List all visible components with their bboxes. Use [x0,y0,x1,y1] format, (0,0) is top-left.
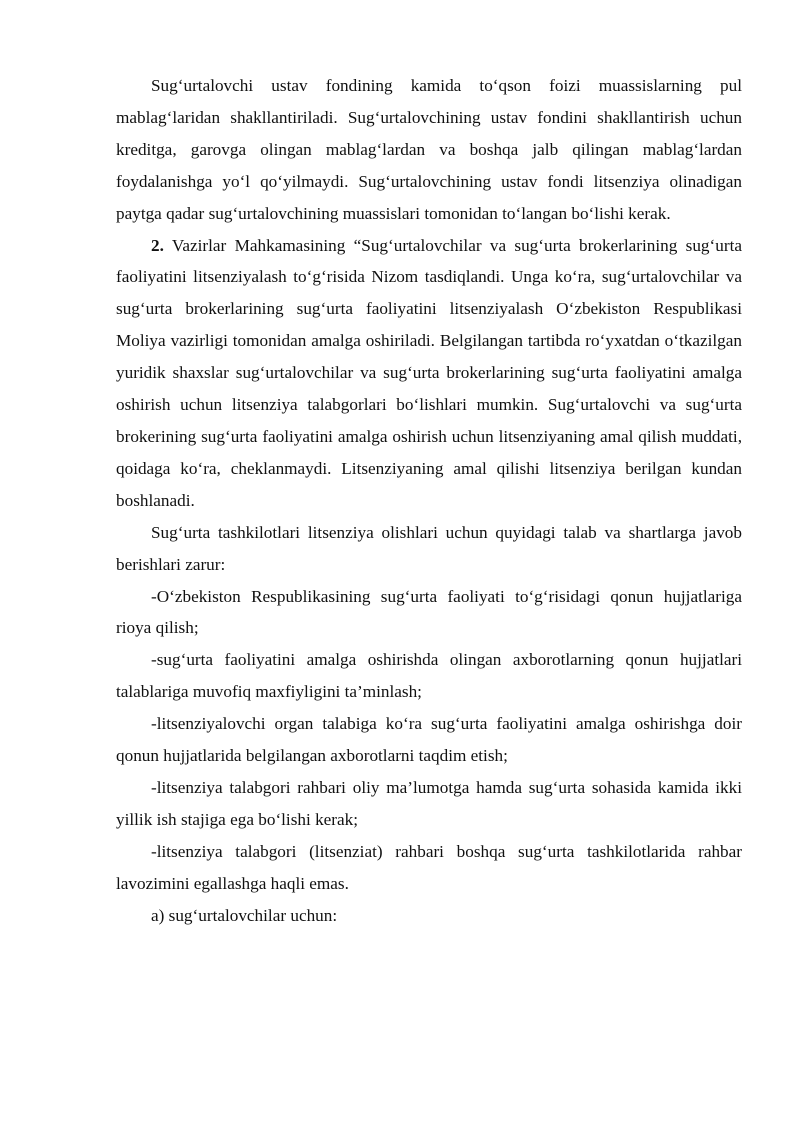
list-item-requirement [116,772,742,836]
subsection-heading [116,900,742,932]
list-item-requirement [116,581,742,645]
paragraph-text: a) sug‘urtalovchilar uchun: [151,905,338,925]
paragraph-text: Sug‘urtalovchi ustav fondining kamida to‘qson foizi muassislarning pul mablag‘laridan shakllantiriladi. Sug‘urtalovchining ustav fondini shakllantirish uchun kreditga, garovga olingan mablag‘lardan va boshqa jalb qilingan mablag‘lardan foydalanishga yo‘l qo‘yilmaydi. Sug‘urtalovchining ustav fondi litsenziya olinadigan paytga qadar sug‘urtalovchining muassislari tomonidan to‘langan bo‘lishi kerak. [116,76,742,223]
paragraph-licensing-regulation [116,230,742,517]
list-item-requirement [116,708,742,772]
paragraph-text: -litsenziyalovchi organ talabiga ko‘ra sug‘urta faoliyatini amalga oshirishga doir qonun hujjatlarida belgilangan axborotlarni taqdim etish; [116,714,742,766]
list-item-requirement [116,644,742,708]
paragraph-requirements-intro [116,517,742,581]
paragraph-charter-fund [116,70,742,230]
paragraph-text: -sug‘urta faoliyatini amalga oshirishda olingan axborotlarning qonun hujjatlari talablariga muvofiq maxfiyligini ta’minlash; [116,650,742,702]
paragraph-text: -litsenziya talabgori (litsenziat) rahbari boshqa sug‘urta tashkilotlarida rahbar lavozimini egallashga haqli emas. [116,841,742,893]
paragraph-text: Vazirlar Mahkamasining “Sug‘urtalovchilar va sug‘urta brokerlarining sug‘urta faoliyatini litsenziyalash to‘g‘risida Nizom tasdiqlandi. Unga ko‘ra, sug‘urtalovchilar va sug‘urta brokerlarining sug‘urta faoliyatini litsenziyalash O‘zbekiston Respublikasi Moliya vazirligi tomonidan amalga oshiriladi. Belgilangan tartibda ro‘yxatdan o‘tkazilgan yuridik shaxslar sug‘urtalovchilar va sug‘urta brokerlarining sug‘urta faoliyatini amalga oshirish uchun litsenziya talabgorlari bo‘lishlari mumkin. Sug‘urtalovchi va sug‘urta brokerining sug‘urta faoliyatini amalga oshirish uchun litsenziyaning amal qilish muddati, qoidaga ko‘ra, cheklanmaydi. Litsenziyaning amal qilishi litsenziya berilgan kundan boshlanadi. [116,235,742,510]
paragraph-text: Sug‘urta tashkilotlari litsenziya olishlari uchun quyidagi talab va shartlarga javob berishlari zarur: [116,522,742,574]
paragraph-number: 2. [151,235,164,255]
paragraph-text: -O‘zbekiston Respublikasining sug‘urta faoliyati to‘g‘risidagi qonun hujjatlariga rioya qilish; [116,586,742,638]
document-page [116,70,742,931]
paragraph-text: -litsenziya talabgori rahbari oliy ma’lumotga hamda sug‘urta sohasida kamida ikki yillik ish stajiga ega bo‘lishi kerak; [116,777,742,829]
list-item-requirement [116,836,742,900]
